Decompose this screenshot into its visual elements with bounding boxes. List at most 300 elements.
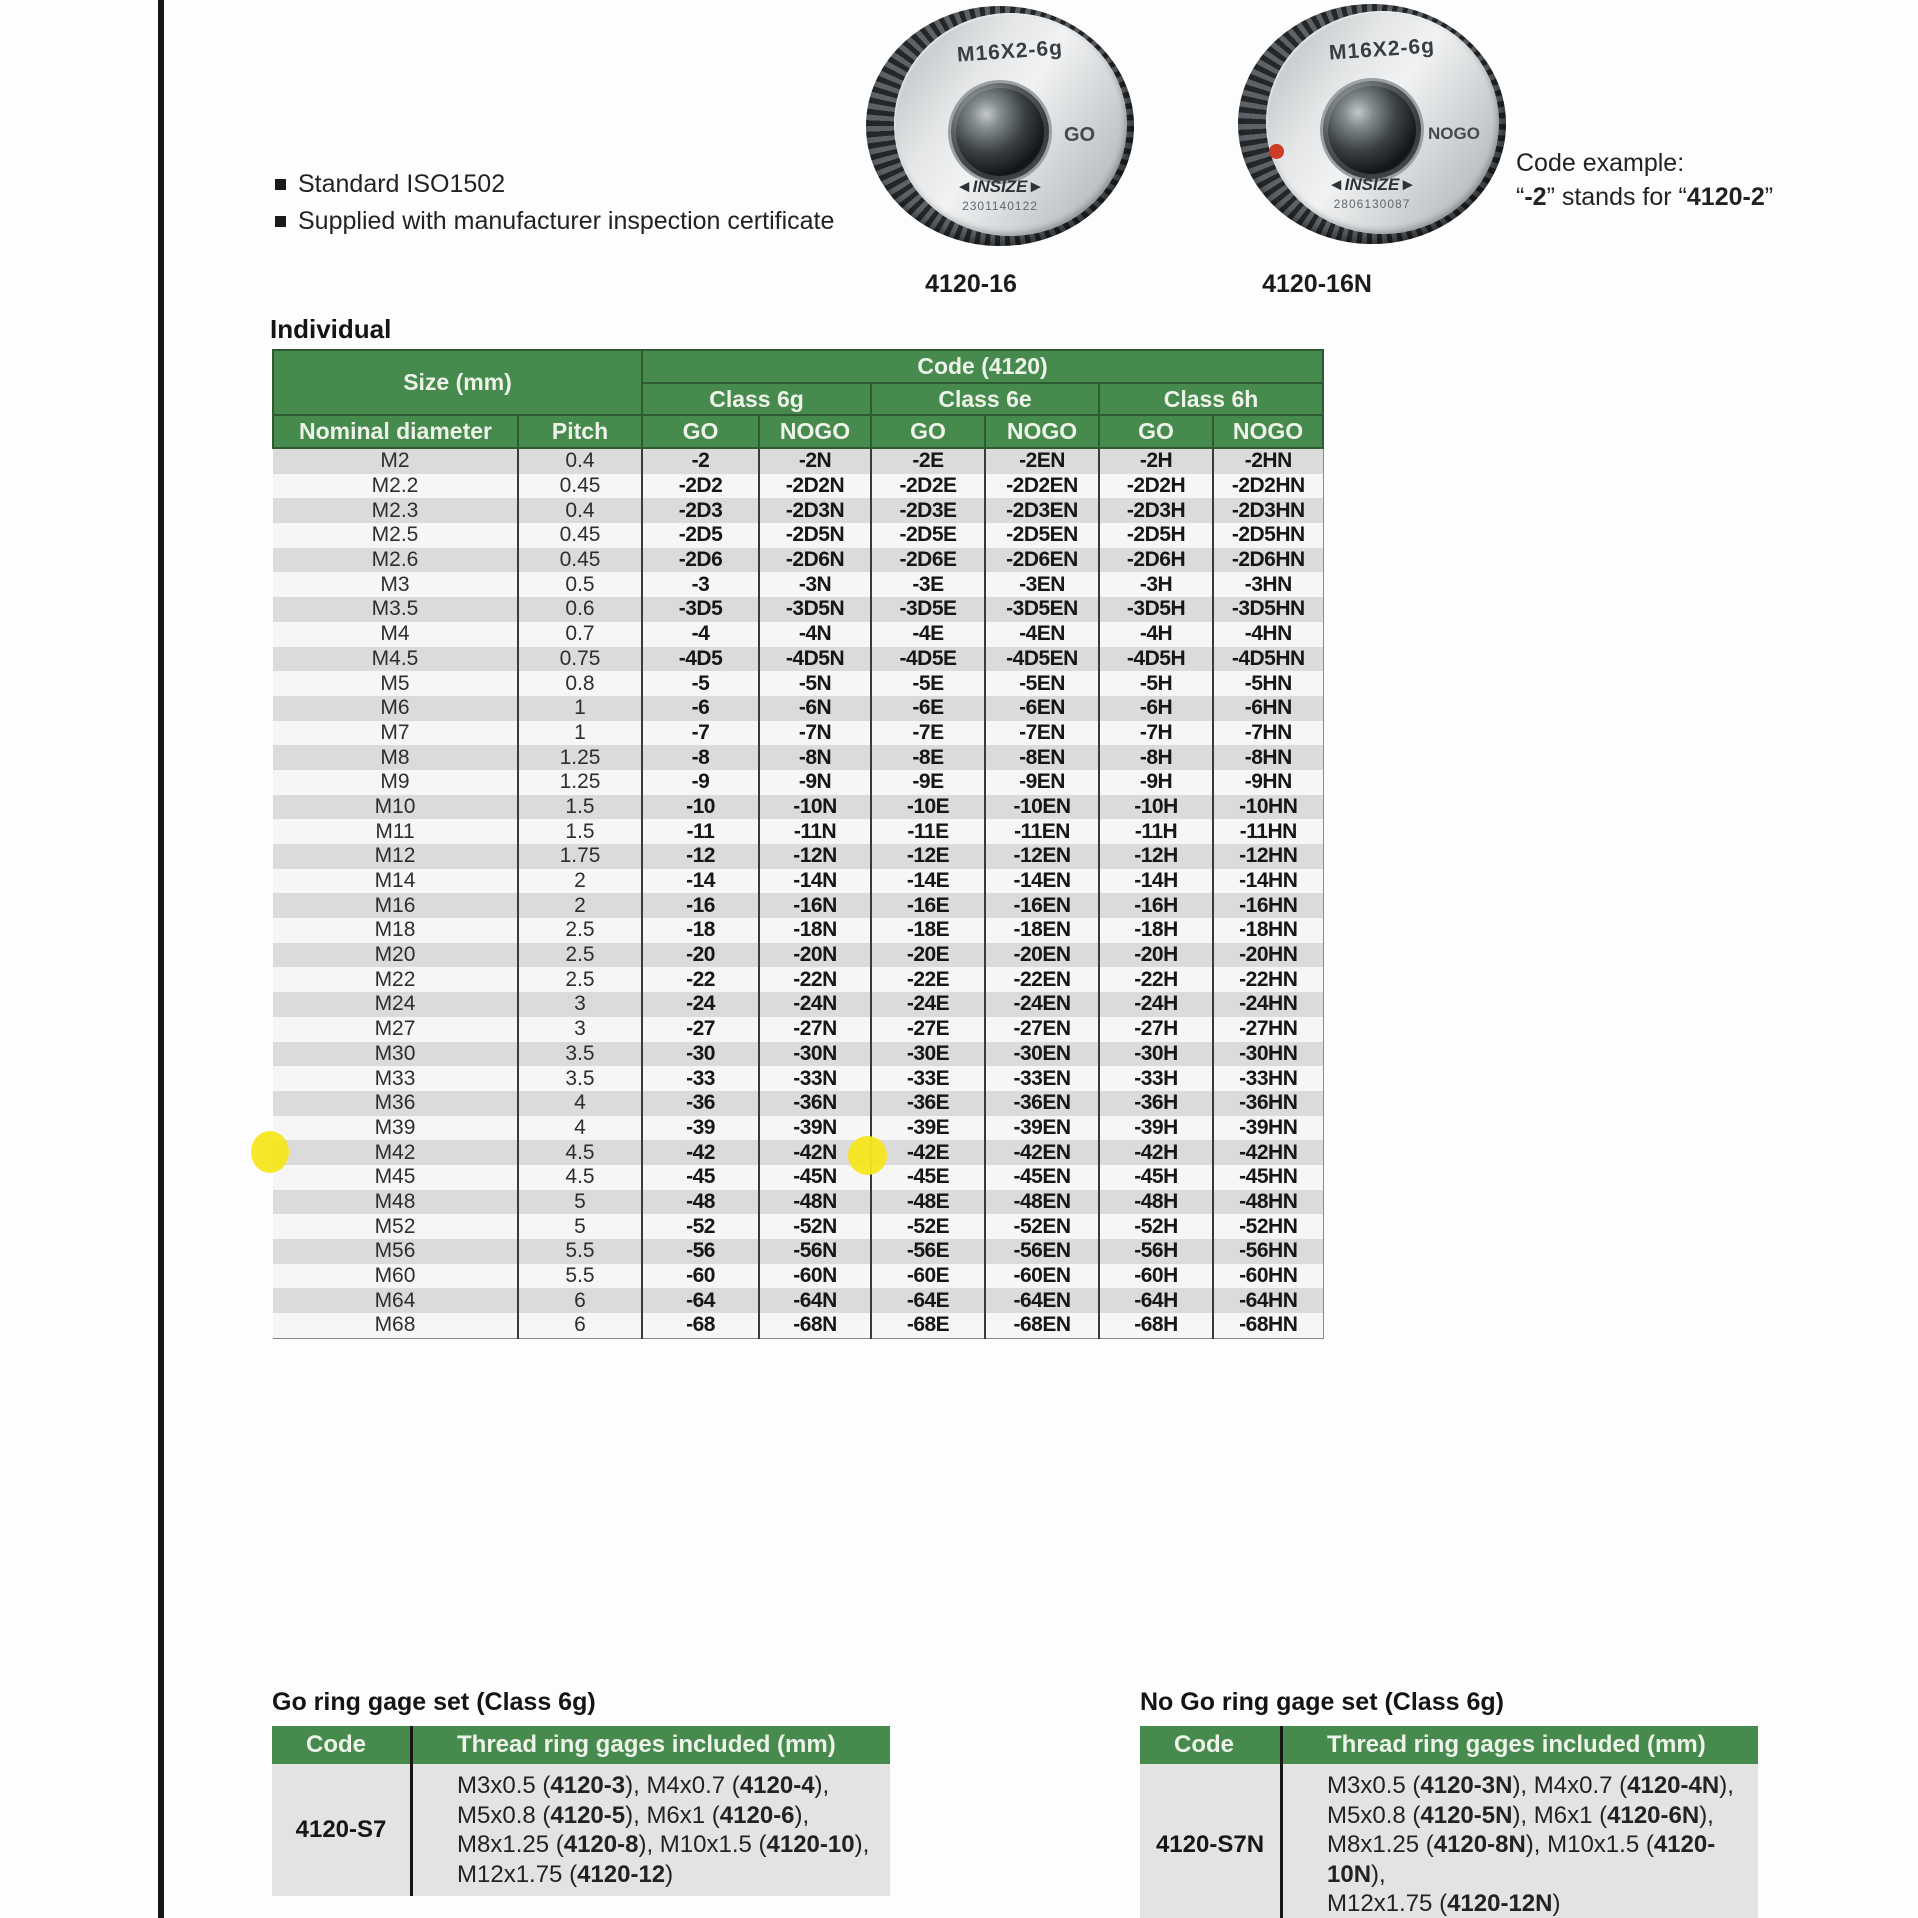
order-code: -64N: [759, 1288, 871, 1313]
order-code: -52EN: [985, 1214, 1099, 1239]
pitch: 1.5: [518, 795, 642, 820]
page-left-rule: [158, 0, 164, 1918]
order-code: -24H: [1099, 992, 1213, 1017]
order-code: -8E: [871, 745, 985, 770]
text-segment: “: [1516, 183, 1525, 211]
order-code: -5N: [759, 671, 871, 696]
order-code: -2D3: [642, 498, 759, 523]
nogo-ring-caption: 4120-16N: [1262, 270, 1372, 298]
code-example: [1516, 146, 1773, 214]
order-code: -56H: [1099, 1239, 1213, 1264]
order-code: -10HN: [1213, 795, 1323, 820]
nominal-diameter: M20: [273, 943, 518, 968]
order-code: -2D6N: [759, 548, 871, 573]
nominal-diameter: M33: [273, 1066, 518, 1091]
feature-text: Standard ISO1502: [298, 170, 506, 198]
order-code: -22HN: [1213, 967, 1323, 992]
size-row-m9: [273, 770, 1323, 795]
order-code: -3HN: [1213, 572, 1323, 597]
class-6h-header: Class 6h: [1099, 383, 1323, 415]
size-row-m7: [273, 721, 1323, 746]
square-bullet-icon: [275, 216, 286, 227]
size-row-m6: [273, 696, 1323, 721]
order-code: -4N: [759, 622, 871, 647]
feature-item: [275, 166, 834, 203]
go-ring-gage-photo: [866, 6, 1134, 246]
order-code: -14: [642, 869, 759, 894]
nominal-diameter: M48: [273, 1190, 518, 1215]
order-code: -2D6EN: [985, 548, 1099, 573]
pitch: 0.6: [518, 597, 642, 622]
text-segment: ),: [1699, 1801, 1714, 1829]
order-code: -12H: [1099, 844, 1213, 869]
order-code: -39EN: [985, 1116, 1099, 1141]
order-code: -36H: [1099, 1091, 1213, 1116]
text-segment: ), M4x0.7 (: [625, 1772, 740, 1799]
order-code: -4E: [871, 622, 985, 647]
order-code: -9E: [871, 770, 985, 795]
go-6e-header: GO: [871, 415, 985, 448]
order-code: -36HN: [1213, 1091, 1323, 1116]
nominal-diameter: M16: [273, 893, 518, 918]
order-code: -2D5E: [871, 523, 985, 548]
size-row-m2: [273, 448, 1323, 474]
order-code: -27: [642, 1017, 759, 1042]
order-code: -56EN: [985, 1239, 1099, 1264]
size-row-m56: [273, 1239, 1323, 1264]
order-code: -45: [642, 1165, 759, 1190]
order-code: -64E: [871, 1288, 985, 1313]
nogo-6g-header: NOGO: [759, 415, 871, 448]
order-code: -60: [642, 1264, 759, 1289]
order-code: -68H: [1099, 1313, 1213, 1338]
nominal-diameter: M12: [273, 844, 518, 869]
order-code: -30EN: [985, 1042, 1099, 1067]
order-code: -3D5H: [1099, 597, 1213, 622]
order-code: -2HN: [1213, 448, 1323, 474]
order-code: -30E: [871, 1042, 985, 1067]
text-segment: 4120-3: [550, 1772, 626, 1799]
order-code: -9N: [759, 770, 871, 795]
pitch: 1.75: [518, 844, 642, 869]
text-segment: ), M10x1.5 (: [1525, 1831, 1654, 1858]
order-code: -4H: [1099, 622, 1213, 647]
text-segment: 4120-10: [766, 1831, 855, 1858]
order-code: -42E: [871, 1140, 985, 1165]
order-code: -4EN: [985, 622, 1099, 647]
nogo-red-dot: [1269, 144, 1284, 159]
nominal-diameter: M4.5: [273, 647, 518, 672]
text-segment: ),: [794, 1801, 810, 1829]
text-segment: -2: [1524, 183, 1547, 211]
pitch: 6: [518, 1313, 642, 1338]
pitch: 6: [518, 1288, 642, 1313]
pitch-header: Pitch: [518, 415, 642, 448]
pitch: 5.5: [518, 1239, 642, 1264]
order-code: -10H: [1099, 795, 1213, 820]
order-code: -6N: [759, 696, 871, 721]
set-code: 4120-S7N: [1140, 1764, 1283, 1918]
size-row-m64: [273, 1288, 1323, 1313]
go-6h-header: GO: [1099, 415, 1213, 448]
order-code: -36E: [871, 1091, 985, 1116]
order-code: -22N: [759, 967, 871, 992]
threaded-hole: [951, 83, 1049, 181]
size-row-m68: [273, 1313, 1323, 1338]
order-code: -68: [642, 1313, 759, 1338]
order-code: -68EN: [985, 1313, 1099, 1338]
order-code: -64: [642, 1288, 759, 1313]
order-code: -52N: [759, 1214, 871, 1239]
nominal-diameter: M11: [273, 819, 518, 844]
order-code: -18: [642, 918, 759, 943]
order-code: -8N: [759, 745, 871, 770]
order-code: -56: [642, 1239, 759, 1264]
size-row-m30: [273, 1042, 1323, 1067]
text-segment: 4120-4N: [1627, 1772, 1720, 1799]
order-code: -5H: [1099, 671, 1213, 696]
nogo-set-title: No Go ring gage set (Class 6g): [1140, 1688, 1504, 1716]
pitch: 1: [518, 721, 642, 746]
square-bullet-icon: [275, 179, 286, 190]
order-code: -12EN: [985, 844, 1099, 869]
text-segment: 4120-2: [1686, 183, 1765, 211]
text-segment: 4120-12: [577, 1860, 666, 1888]
order-code: -11E: [871, 819, 985, 844]
nominal-diameter: M9: [273, 770, 518, 795]
order-code: -2EN: [985, 448, 1099, 474]
pitch: 2: [518, 893, 642, 918]
order-code: -14E: [871, 869, 985, 894]
order-code: -27H: [1099, 1017, 1213, 1042]
nogo-set-row: [1140, 1764, 1758, 1918]
order-code: -24HN: [1213, 992, 1323, 1017]
pitch: 0.7: [518, 622, 642, 647]
order-code: -60E: [871, 1264, 985, 1289]
order-code: -8H: [1099, 745, 1213, 770]
order-code: -36N: [759, 1091, 871, 1116]
order-code: -18H: [1099, 918, 1213, 943]
order-code: -2H: [1099, 448, 1213, 474]
order-code: -4HN: [1213, 622, 1323, 647]
size-mm-header: Size (mm): [273, 350, 642, 415]
pitch: 0.5: [518, 572, 642, 597]
order-code: -3D5HN: [1213, 597, 1323, 622]
order-code: -22EN: [985, 967, 1099, 992]
size-row-m36: [273, 1091, 1323, 1116]
order-code: -11H: [1099, 819, 1213, 844]
size-row-m2.5: [273, 523, 1323, 548]
order-code: -2D3N: [759, 498, 871, 523]
order-code: -2D2: [642, 474, 759, 499]
order-code: -18HN: [1213, 918, 1323, 943]
order-code: -2D6: [642, 548, 759, 573]
highlight-dot-m22-go6e: [848, 1136, 887, 1175]
nominal-diameter: M2.3: [273, 498, 518, 523]
order-code: -4D5HN: [1213, 647, 1323, 672]
order-code: -2D5N: [759, 523, 871, 548]
order-code: -33HN: [1213, 1066, 1323, 1091]
order-code: -16E: [871, 893, 985, 918]
text-segment: ): [665, 1860, 674, 1888]
go-label: GO: [1064, 124, 1096, 146]
size-row-m22: [273, 967, 1323, 992]
order-code: -2D3H: [1099, 498, 1213, 523]
insize-logo: ◄INSIZE►: [955, 177, 1045, 196]
order-code: -12N: [759, 844, 871, 869]
order-code: -52E: [871, 1214, 985, 1239]
order-code: -6EN: [985, 696, 1099, 721]
text-segment: M12x1.75 (: [1327, 1890, 1448, 1917]
size-row-m4.5: [273, 647, 1323, 672]
order-code: -8HN: [1213, 745, 1323, 770]
order-code: -52HN: [1213, 1214, 1323, 1239]
order-code: -11: [642, 819, 759, 844]
nominal-diameter: M42: [273, 1140, 518, 1165]
pitch: 4.5: [518, 1165, 642, 1190]
code-example-title: Code example:: [1516, 149, 1685, 177]
pitch: 3: [518, 992, 642, 1017]
order-code: -24: [642, 992, 759, 1017]
text-segment: M3x0.5 (: [1327, 1772, 1421, 1799]
order-code: -16EN: [985, 893, 1099, 918]
order-code: -2: [642, 448, 759, 474]
text-segment: ” stands for “: [1546, 183, 1687, 211]
nominal-diameter: M4: [273, 622, 518, 647]
order-code: -4D5EN: [985, 647, 1099, 672]
order-code: -64EN: [985, 1288, 1099, 1313]
nominal-diameter: M45: [273, 1165, 518, 1190]
nogo-ring-gage-photo: [1238, 4, 1506, 244]
size-row-m14: [273, 869, 1323, 894]
order-code: -3N: [759, 572, 871, 597]
order-code: -6E: [871, 696, 985, 721]
order-code: -10: [642, 795, 759, 820]
pitch: 3: [518, 1017, 642, 1042]
order-code: -6: [642, 696, 759, 721]
order-code: -7EN: [985, 721, 1099, 746]
serial-number: 2301140122: [962, 199, 1038, 213]
order-code: -42EN: [985, 1140, 1099, 1165]
order-code: -9: [642, 770, 759, 795]
size-row-m2.3: [273, 498, 1323, 523]
order-code: -14HN: [1213, 869, 1323, 894]
feature-list: [275, 166, 834, 240]
order-code: -56HN: [1213, 1239, 1323, 1264]
size-row-m10: [273, 795, 1323, 820]
text-segment: 4120-4: [739, 1772, 815, 1799]
order-code: -2N: [759, 448, 871, 474]
pitch: 4: [518, 1116, 642, 1141]
order-code: -30N: [759, 1042, 871, 1067]
order-code: -18E: [871, 918, 985, 943]
order-code: -42: [642, 1140, 759, 1165]
nominal-diameter: M68: [273, 1313, 518, 1338]
order-code: -27E: [871, 1017, 985, 1042]
order-code: -10EN: [985, 795, 1099, 820]
nominal-diameter: M52: [273, 1214, 518, 1239]
order-code: -2D6H: [1099, 548, 1213, 573]
code-column-header: Code: [272, 1726, 413, 1764]
set-included-gages: [1283, 1764, 1758, 1918]
order-code: -11N: [759, 819, 871, 844]
order-code: -2D5H: [1099, 523, 1213, 548]
thread-marking: M16X2-6g: [1328, 34, 1436, 65]
text-segment: ): [1552, 1890, 1561, 1917]
class-6g-header: Class 6g: [642, 383, 871, 415]
nogo-label: NOGO: [1428, 124, 1480, 143]
order-code: -33: [642, 1066, 759, 1091]
code-example-line: [1516, 180, 1773, 214]
serial-number: 2806130087: [1333, 197, 1411, 211]
nominal-diameter: M2.2: [273, 474, 518, 499]
text-segment: ),: [814, 1772, 830, 1799]
order-code: -56E: [871, 1239, 985, 1264]
nogo-6h-header: NOGO: [1213, 415, 1323, 448]
order-code: -27N: [759, 1017, 871, 1042]
pitch: 2.5: [518, 918, 642, 943]
text-segment: 4120-3N: [1420, 1772, 1513, 1799]
feature-text: Supplied with manufacturer inspection certificate: [298, 207, 835, 235]
order-code: -2D2HN: [1213, 474, 1323, 499]
order-code: -20E: [871, 943, 985, 968]
size-row-m24: [273, 992, 1323, 1017]
order-code: -5: [642, 671, 759, 696]
order-code: -3D5N: [759, 597, 871, 622]
text-segment: 4120-6: [719, 1801, 795, 1829]
go-6g-header: GO: [642, 415, 759, 448]
size-row-m3: [273, 572, 1323, 597]
nominal-diameter: M39: [273, 1116, 518, 1141]
order-code: -8: [642, 745, 759, 770]
text-segment: 4120-5N: [1420, 1801, 1513, 1829]
nominal-diameter: M60: [273, 1264, 518, 1289]
nominal-diameter: M18: [273, 918, 518, 943]
order-code: -60H: [1099, 1264, 1213, 1289]
nominal-diameter: M27: [273, 1017, 518, 1042]
order-code: -7E: [871, 721, 985, 746]
order-code: -45H: [1099, 1165, 1213, 1190]
class-6e-header: Class 6e: [871, 383, 1099, 415]
nominal-diameter: M22: [273, 967, 518, 992]
order-code: -27EN: [985, 1017, 1099, 1042]
text-segment: ), M10x1.5 (: [638, 1831, 767, 1858]
order-code: -60HN: [1213, 1264, 1323, 1289]
order-code: -48: [642, 1190, 759, 1215]
nominal-diameter: M7: [273, 721, 518, 746]
order-code: -6HN: [1213, 696, 1323, 721]
order-code: -10E: [871, 795, 985, 820]
pitch: 0.4: [518, 498, 642, 523]
order-code: -2D6E: [871, 548, 985, 573]
order-code: -2D5EN: [985, 523, 1099, 548]
order-code: -45N: [759, 1165, 871, 1190]
order-code: -20: [642, 943, 759, 968]
order-code: -18EN: [985, 918, 1099, 943]
order-code: -12E: [871, 844, 985, 869]
order-code: -42H: [1099, 1140, 1213, 1165]
size-row-m12: [273, 844, 1323, 869]
order-code: -3: [642, 572, 759, 597]
order-code: -24E: [871, 992, 985, 1017]
order-code: -2D2H: [1099, 474, 1213, 499]
text-segment: ),: [1371, 1860, 1386, 1888]
order-code: -7H: [1099, 721, 1213, 746]
order-code: -5EN: [985, 671, 1099, 696]
order-code: -6H: [1099, 696, 1213, 721]
text-segment: M3x0.5 (: [457, 1772, 551, 1799]
order-code: -52H: [1099, 1214, 1213, 1239]
order-code: -12: [642, 844, 759, 869]
pitch: 1: [518, 696, 642, 721]
size-row-m20: [273, 943, 1323, 968]
order-code: -16: [642, 893, 759, 918]
order-code: -45EN: [985, 1165, 1099, 1190]
size-row-m39: [273, 1116, 1323, 1141]
order-code: -4D5N: [759, 647, 871, 672]
order-code: -2D2E: [871, 474, 985, 499]
size-row-m2.6: [273, 548, 1323, 573]
order-code: -22E: [871, 967, 985, 992]
order-code: -4D5H: [1099, 647, 1213, 672]
text-segment: ), M6x1 (: [1512, 1801, 1608, 1829]
code-4120-header: Code (4120): [642, 350, 1323, 383]
order-code: -9H: [1099, 770, 1213, 795]
pitch: 1.25: [518, 745, 642, 770]
feature-item: [275, 203, 834, 240]
order-code: -48EN: [985, 1190, 1099, 1215]
order-code: -20H: [1099, 943, 1213, 968]
order-code: -68HN: [1213, 1313, 1323, 1338]
size-row-m48: [273, 1190, 1323, 1215]
nominal-diameter: M3: [273, 572, 518, 597]
order-code: -48H: [1099, 1190, 1213, 1215]
order-code: -39: [642, 1116, 759, 1141]
order-code: -2D6HN: [1213, 548, 1323, 573]
text-segment: 4120-8N: [1433, 1831, 1526, 1858]
nogo-6e-header: NOGO: [985, 415, 1099, 448]
included-column-header: Thread ring gages included (mm): [457, 1731, 836, 1758]
nominal-diameter: M8: [273, 745, 518, 770]
text-segment: ”: [1764, 183, 1774, 211]
order-code: -48HN: [1213, 1190, 1323, 1215]
order-code: -22: [642, 967, 759, 992]
order-code: -64H: [1099, 1288, 1213, 1313]
order-code: -68N: [759, 1313, 871, 1338]
order-code: -3D5E: [871, 597, 985, 622]
order-code: -39H: [1099, 1116, 1213, 1141]
nominal-diameter: M10: [273, 795, 518, 820]
go-set-table: [272, 1726, 890, 1896]
pitch: 3.5: [518, 1066, 642, 1091]
order-code: -2D5: [642, 523, 759, 548]
order-code: -24N: [759, 992, 871, 1017]
nominal-diameter: M2: [273, 448, 518, 474]
text-segment: 4120-12N: [1447, 1890, 1553, 1917]
order-code: -9HN: [1213, 770, 1323, 795]
order-code: -48N: [759, 1190, 871, 1215]
nominal-diameter: M36: [273, 1091, 518, 1116]
order-code: -64HN: [1213, 1288, 1323, 1313]
highlight-dot-m22-row: [251, 1131, 289, 1173]
individual-gages-table: [272, 349, 1324, 1339]
go-set-header: [272, 1726, 890, 1764]
order-code: -16N: [759, 893, 871, 918]
set-code: 4120-S7: [272, 1764, 413, 1896]
nominal-diameter: M24: [273, 992, 518, 1017]
text-segment: ), M4x0.7 (: [1512, 1772, 1628, 1799]
order-code: -4D5E: [871, 647, 985, 672]
